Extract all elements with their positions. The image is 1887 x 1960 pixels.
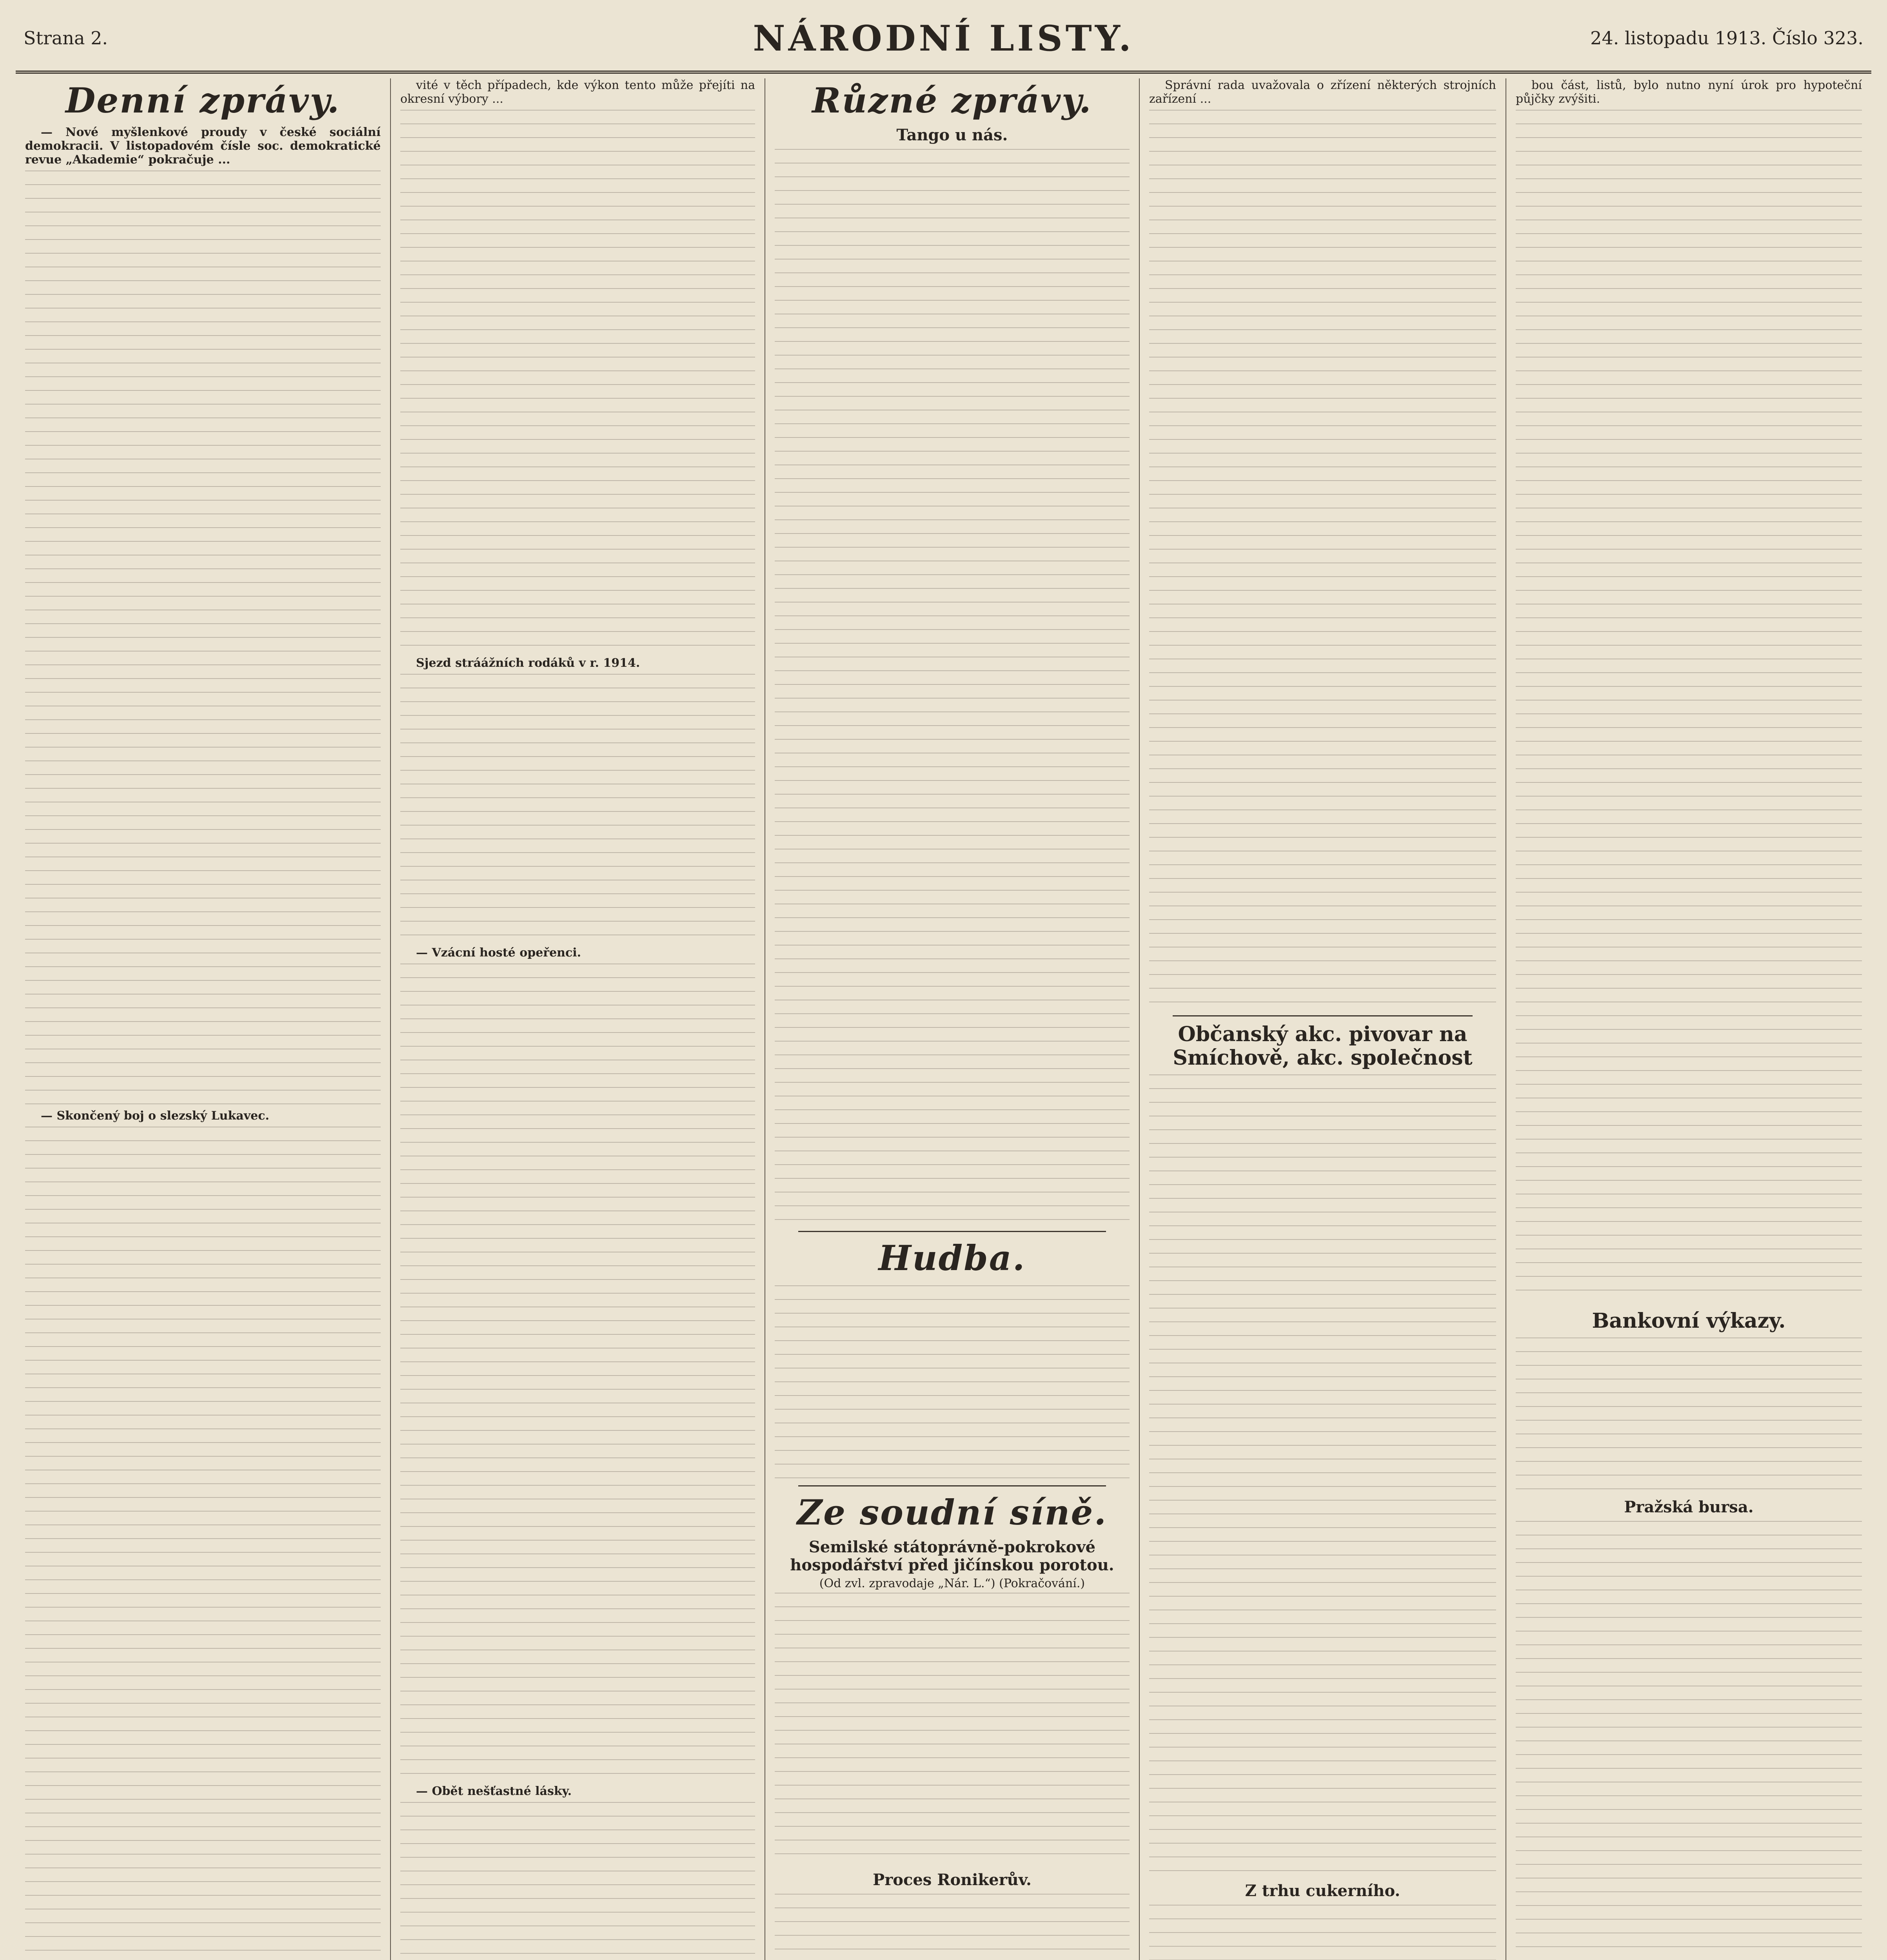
article-body-filler xyxy=(1516,1519,1862,1960)
section-title-hudba: Hudba. xyxy=(878,1238,1026,1278)
article-body-filler xyxy=(775,147,1130,1225)
article-heading: — Obět nešťastné lásky. xyxy=(416,1784,572,1798)
section-title-ze-soudni-sine: Ze soudní síně. xyxy=(797,1492,1108,1533)
column-2 xyxy=(390,78,765,1960)
column-5 xyxy=(1506,78,1871,1960)
article-continuation: bou část, listů, bylo nutno nyní úrok pro hypoteční půjčky zvýšiti. xyxy=(1516,78,1862,106)
article-body-filler xyxy=(775,1283,1130,1479)
article-heading: Sjezd stráážních rodáků v r. 1914. xyxy=(416,656,640,670)
article-body-filler xyxy=(1516,1335,1862,1492)
article-body-filler xyxy=(25,168,381,1109)
article-heading: — Vzácní hosté opeřenci. xyxy=(416,946,581,960)
article-body-filler xyxy=(400,107,755,656)
issue-date: 24. listopadu 1913. Číslo 323. xyxy=(1590,27,1863,49)
article-body-filler xyxy=(1149,1072,1496,1876)
column-1 xyxy=(16,78,390,1960)
article-title-prazska-bursa: Pražská bursa. xyxy=(1624,1498,1754,1516)
article-body-filler xyxy=(775,1590,1130,1865)
divider xyxy=(1173,1015,1473,1016)
article-body-filler xyxy=(25,1124,381,1960)
article-title-tango: Tango u nás. xyxy=(896,126,1008,144)
article-title-proces: Proces Ronikerův. xyxy=(873,1871,1032,1889)
article-title-bankovni-vykazy: Bankovní výkazy. xyxy=(1592,1309,1786,1333)
section-title-ruzne-zpravy: Různé zprávy. xyxy=(812,80,1092,121)
page-header xyxy=(16,16,1871,74)
section-title-denni-zpravy: Denní zprávy. xyxy=(65,80,341,121)
article-continuation: Správní rada uvažovala o zřízení některých strojních zařízení ... xyxy=(1149,78,1496,106)
article-body-filler xyxy=(775,1891,1130,1960)
divider xyxy=(798,1231,1106,1232)
article-body-filler xyxy=(400,961,755,1784)
divider xyxy=(798,1485,1106,1486)
article-title-semilske: Semilské státoprávně-pokrokové hospodářství před jičínskou porotou. xyxy=(790,1538,1114,1574)
article-body-filler xyxy=(400,1800,755,1960)
column-3 xyxy=(765,78,1139,1960)
article-byline: (Od zvl. zpravodaje „Nár. L.“) (Pokračování.) xyxy=(819,1577,1085,1590)
column-4 xyxy=(1139,78,1506,1960)
masthead-title: NÁRODNÍ LISTY. xyxy=(753,18,1134,59)
article-body-filler xyxy=(1516,107,1862,1303)
article-title-obcansky-pivovar: Občanský akc. pivovar na Smíchově, akc. společnost xyxy=(1173,1022,1473,1070)
article-title-z-trhu-cukerniho: Z trhu cukerního. xyxy=(1245,1882,1400,1900)
article-continuation: vité v těch případech, kde výkon tento může přejíti na okresní výbory ... xyxy=(400,78,755,106)
article-lead: — Nové myšlenkové proudy v české sociální demokracii. V listopadovém čísle soc. demokratické revue „Akademie“ pokračuje ... xyxy=(25,125,381,167)
page-number: Strana 2. xyxy=(24,27,108,49)
article-heading: — Skončený boj o slezský Lukavec. xyxy=(41,1109,269,1123)
columns xyxy=(16,78,1871,1960)
article-body-filler xyxy=(1149,107,1496,1009)
article-body-filler xyxy=(1149,1902,1496,1960)
article-body-filler xyxy=(400,671,755,946)
